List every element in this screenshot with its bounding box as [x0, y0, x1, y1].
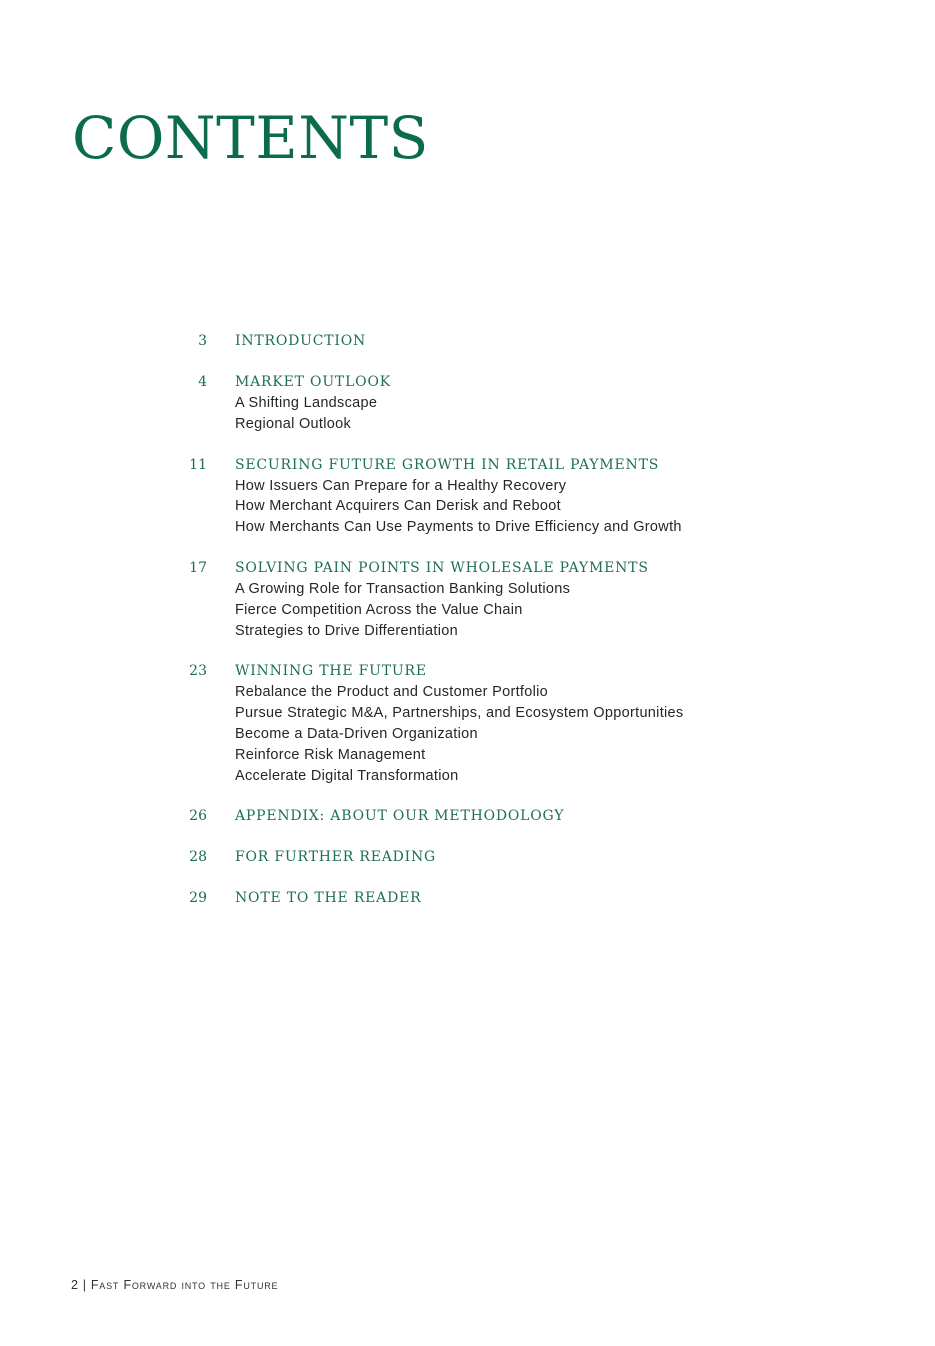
toc-section: [160, 331, 800, 352]
toc-page-number: 17: [189, 559, 207, 576]
toc-page-number: 28: [189, 849, 207, 866]
toc-subsection: Fierce Competition Across the Value Chain: [235, 601, 523, 618]
footer-page-number: 2: [71, 1278, 79, 1292]
toc-section-heading: NOTE TO THE READER: [235, 890, 422, 907]
toc-subsection: How Issuers Can Prepare for a Healthy Recovery: [235, 477, 567, 494]
toc-section-heading: SOLVING PAIN POINTS IN WHOLESALE PAYMENTS: [235, 559, 649, 576]
toc-subsection: Strategies to Drive Differentiation: [235, 622, 459, 639]
toc-section: [160, 888, 800, 909]
toc-section: [160, 847, 800, 868]
toc-page-number: 29: [189, 890, 207, 907]
toc-section-heading: FOR FURTHER READING: [235, 849, 437, 866]
toc-subsection: Become a Data-Driven Organization: [235, 725, 478, 742]
toc-subsection: How Merchants Can Use Payments to Drive Efficiency and Growth: [235, 519, 682, 536]
toc-subsection: Accelerate Digital Transformation: [235, 767, 459, 784]
toc-subsection: Rebalance the Product and Customer Portfolio: [235, 684, 549, 701]
toc-page-number: 3: [198, 333, 207, 349]
toc-page-number: 4: [198, 374, 207, 390]
footer-separator: |: [82, 1278, 87, 1292]
toc-subsection: Reinforce Risk Management: [235, 746, 426, 763]
toc-subsection: Regional Outlook: [235, 415, 352, 432]
toc-section: [160, 661, 800, 786]
toc-page-number: 26: [189, 808, 207, 825]
toc-section-heading: INTRODUCTION: [235, 333, 367, 349]
table-of-contents: [160, 331, 800, 929]
toc-subsection: How Merchant Acquirers Can Derisk and Reboot: [235, 498, 561, 515]
toc-page-number: 11: [189, 456, 207, 473]
page-title: CONTENTS: [72, 104, 429, 172]
toc-section-heading: APPENDIX: ABOUT OUR METHODOLOGY: [235, 808, 565, 825]
toc-subsection: A Shifting Landscape: [235, 395, 378, 411]
toc-section-heading: MARKET OUTLOOK: [235, 374, 391, 390]
toc-section: [160, 372, 800, 435]
toc-section-heading: WINNING THE FUTURE: [235, 663, 427, 680]
toc-section-heading: SECURING FUTURE GROWTH IN RETAIL PAYMENTS: [235, 456, 660, 473]
toc-subsection: A Growing Role for Transaction Banking Solutions: [235, 580, 571, 597]
toc-page-number: 23: [189, 663, 207, 680]
toc-section: [160, 455, 800, 538]
toc-section: [160, 806, 800, 827]
footer-document-title: Fast Forward into the Future: [90, 1278, 279, 1292]
page-footer: [71, 1278, 278, 1292]
toc-subsection: Pursue Strategic M&A, Partnerships, and Ecosystem Opportunities: [235, 705, 684, 722]
toc-section: [160, 558, 800, 641]
